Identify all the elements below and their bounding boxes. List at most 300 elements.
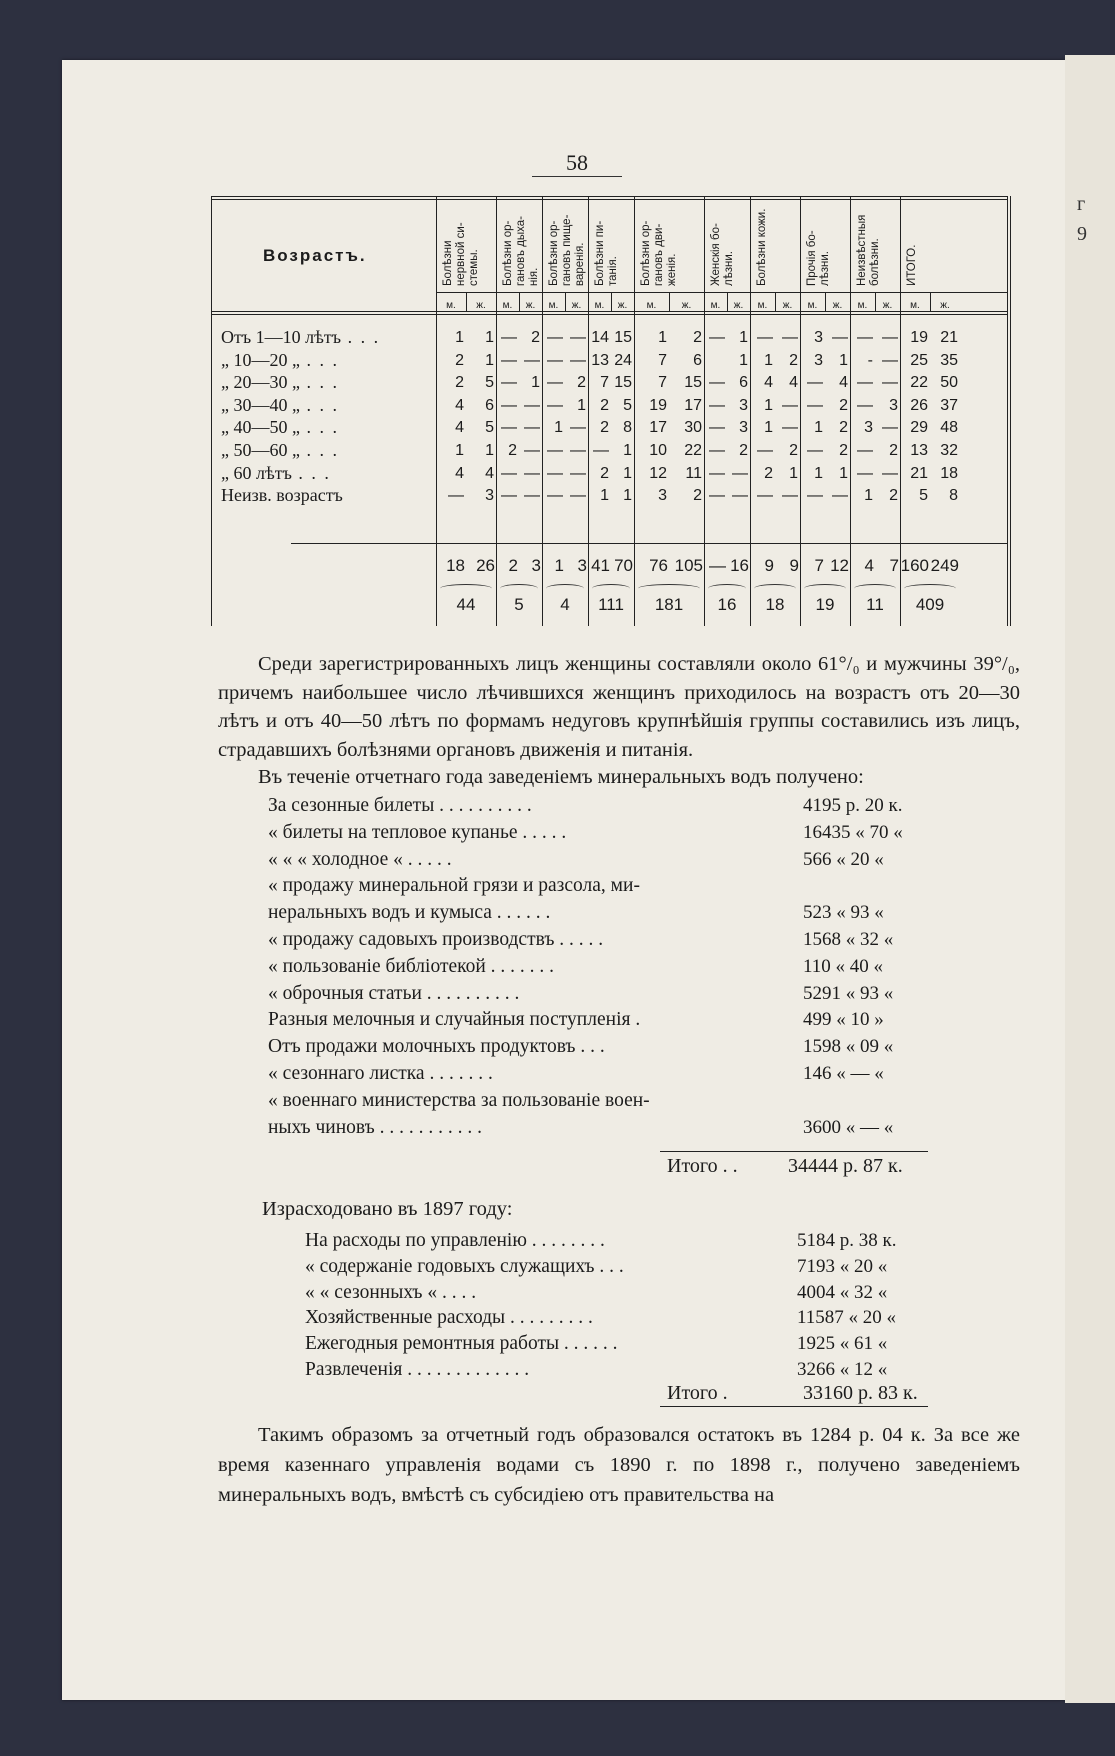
ledger-line [268,902,928,929]
ledger-label: « билеты на тепловое купанье . . . . . [268,821,567,843]
ledger-line [268,849,928,876]
table-cell: 2 [764,464,773,482]
table-cell: 3 [739,396,748,414]
ledger-line [268,956,928,983]
ledger-line [268,929,928,956]
table-cell: 22 [910,374,928,392]
table-cell: 5 [485,419,494,437]
ledger-line [305,1359,935,1385]
table-cell: — [501,487,517,505]
sex-divider [825,292,826,312]
table-cell: 13 [591,351,609,369]
group-total: 19 [815,595,835,614]
adjacent-page-edge [1065,55,1115,1703]
table-cell: 2 [839,442,848,459]
table-cell: 21 [940,329,958,346]
table-cell: — [832,329,848,346]
expense-ledger [305,1230,935,1385]
table-cell: 5 [485,374,494,392]
table-cell: 15 [614,329,632,346]
sex-divider [930,292,931,312]
ledger-label: « продажу минеральной грязи и разсола, ми- [268,875,640,897]
group-total: 111 [598,595,624,614]
table-cell: — [782,487,798,505]
total-cell: 249 [930,556,959,575]
total-cell: 7 [814,556,824,575]
ledger-amount: 4195 р. 20 к. [803,795,903,816]
table-cell: 10 [649,442,667,459]
table-cell: — [882,351,898,369]
table-cell: — [709,487,725,505]
sex-divider [669,292,670,312]
table-cell: — [709,396,725,414]
table-cell: 2 [889,487,898,505]
table-cell: — [857,396,873,414]
table-cell: 1 [764,351,773,369]
total-cell: — [709,556,726,575]
sex-label-f: ж. [832,300,843,311]
table-cell: — [757,329,773,346]
table-cell: 3 [485,487,494,505]
table-cell: — [882,419,898,437]
ledger-line [268,1063,928,1090]
table-cell: 3 [814,329,823,346]
table-cell: — [547,442,563,459]
table-cell: 1 [864,487,873,505]
table-cell: 2 [839,396,848,414]
table-cell: 1 [789,464,798,482]
table-cell: 1 [623,464,632,482]
table-cell: 1 [814,464,823,482]
group-brace [638,584,700,593]
table-cell: — [732,487,748,505]
ledger-label: Отъ продажи молочныхъ продуктовъ . . . [268,1036,605,1058]
ledger-label: Разныя мелочныя и случайныя поступленія . [268,1009,641,1031]
table-cell: — [709,419,725,437]
table-cell: — [524,419,540,437]
table-cell: 8 [949,487,958,505]
table-cell: 1 [623,442,632,459]
sex-label-m: м. [710,300,721,311]
income-total-rule [660,1151,928,1152]
sex-divider [727,292,728,312]
group-total: 409 [915,595,945,614]
column-divider [634,196,635,626]
total-cell: 9 [789,556,799,575]
ledger-line [268,1090,928,1117]
ledger-amount: 523 « 93 « [803,902,884,924]
table-cell: 15 [684,374,702,392]
sex-label-m: м. [807,300,818,311]
table-cell: — [709,442,725,459]
ledger-label: « « сезонныхъ « . . . . [305,1281,477,1303]
table-cell: 3 [814,351,823,369]
ledger-line [305,1307,935,1333]
table-cell: 4 [839,374,848,392]
sex-label-f: ж. [782,300,793,311]
table-cell: — [782,419,798,437]
sex-label-m: м. [594,300,605,311]
table-cell: 1 [554,419,563,437]
total-cell: 2 [508,556,518,575]
table-cell: 1 [455,329,464,346]
table-cell: — [857,374,873,392]
ledger-amount: 1598 « 09 « [803,1036,894,1058]
table-cell: 2 [508,442,517,459]
table-cell: 4 [485,464,494,482]
table-cell: 3 [889,396,898,414]
group-brace [546,584,584,593]
table-cell: 15 [614,374,632,392]
sex-divider [611,292,612,312]
expense-total-amount: 33160 р. 83 к. [803,1382,918,1404]
group-brace [708,584,746,593]
ledger-label: Хозяйственные расходы . . . . . . . . . [305,1307,593,1329]
table-cell: 22 [684,442,702,459]
sex-label-f: ж. [940,300,950,311]
table-cell: — [709,374,725,392]
column-header: Прочія бо- лѣзни. [806,230,831,286]
table-cell: 1 [485,329,494,346]
row-label: „ 10—20 „ . . . [221,350,406,371]
age-column-header: Возрастъ. [263,246,367,265]
closing-text: Такимъ образомъ за отчетный годъ образовался остатокъ въ 1284 р. 04 к. За все же время казеннаго управленія водами съ 1890 г. по 1898 г., получено заведеніемъ минеральныхъ водъ, вмѣстѣ съ субсидіею отъ правительства на [218,1424,1020,1506]
table-cell: 25 [910,351,928,369]
sex-label-f: ж. [882,300,893,311]
expense-total-label: Итого . [667,1382,728,1404]
table-cell: - [867,351,873,369]
table-cell: — [570,442,586,459]
table-cell: — [857,329,873,346]
table-cell: 1 [455,442,464,459]
table-cell: — [547,396,563,414]
ledger-amount: 16435 « 70 « [803,821,903,843]
column-header: Болѣзни ор- гановъ дыха- нія. [502,215,540,286]
page-number-rule [532,176,622,177]
income-intro [218,763,1020,792]
table-cell: 2 [789,351,798,369]
sex-label-f: ж. [617,300,628,311]
sex-label-m: м. [502,300,513,311]
table-cell: — [501,396,517,414]
group-total: 11 [866,595,884,614]
table-cell: — [593,442,609,459]
table-cell: — [882,329,898,346]
ledger-amount: 1925 « 61 « [797,1333,888,1355]
table-cell: 2 [455,351,464,369]
table-cell: 32 [940,442,958,459]
table-cell: 6 [693,351,702,369]
total-cell: 70 [614,556,633,575]
table-right-border-2 [1010,196,1011,626]
ledger-amount: 1568 « 32 « [803,928,894,950]
column-header: Болѣзни ор- гановъ пище- варенія. [548,214,586,286]
table-cell: 26 [910,396,928,414]
table-cell: — [547,351,563,369]
table-top-rule-2 [211,199,1007,200]
table-cell: 2 [600,419,609,437]
table-cell: — [570,351,586,369]
table-cell: — [570,487,586,505]
total-cell: 105 [674,556,703,575]
total-cell: 4 [864,556,874,575]
table-cell: 7 [600,374,609,392]
group-brace [904,584,956,593]
table-cell: 1 [623,487,632,505]
table-cell: 1 [764,396,773,414]
table-cell: 1 [764,419,773,437]
ledger-line [268,983,928,1010]
group-brace [754,584,796,593]
ledger-amount: 4004 « 32 « [797,1281,888,1303]
ledger-label: Ежегодныя ремонтныя работы . . . . . . [305,1333,618,1355]
total-cell: 3 [531,556,541,575]
group-total: 18 [765,595,785,614]
ledger-amount: 3266 « 12 « [797,1358,888,1380]
table-cell: 17 [649,419,667,437]
total-cell: 7 [889,556,899,575]
table-cell: — [857,442,873,459]
table-cell: 17 [684,396,702,414]
table-cell: — [732,464,748,482]
table-cell: 29 [910,419,928,437]
ledger-amount: 146 « — « [803,1062,884,1084]
row-label: „ 30—40 „ . . . [221,395,406,416]
sex-label-m: м. [548,300,559,311]
sex-divider [565,292,566,312]
sex-label-m: м. [910,300,920,311]
table-cell: 2 [600,396,609,414]
total-cell: 160 [900,556,929,575]
header-bottom-rule [211,311,1007,312]
total-cell: 16 [730,556,749,575]
table-cell: 3 [864,419,873,437]
ledger-amount: 5291 « 93 « [803,982,894,1004]
ledger-line [268,1036,928,1063]
total-cell: 41 [591,556,610,575]
sex-label-m: м. [646,300,657,311]
ledger-line [268,822,928,849]
sex-label-m: м. [757,300,768,311]
ledger-line [268,1009,928,1036]
table-cell: — [501,419,517,437]
table-cell: — [448,487,464,505]
table-cell: — [709,464,725,482]
income-ledger [268,795,928,1143]
table-cell: 2 [693,329,702,346]
table-cell: — [524,487,540,505]
table-cell: 4 [455,396,464,414]
sex-label-f: ж. [571,300,582,311]
ledger-line [305,1230,935,1256]
table-cell: 37 [940,396,958,414]
ledger-amount: 566 « 20 « [803,848,884,870]
group-brace [854,584,896,593]
total-cell: 26 [476,556,495,575]
group-brace [500,584,538,593]
table-cell: 1 [485,442,494,459]
table-cell: — [524,442,540,459]
table-cell: 24 [614,351,632,369]
table-cell: 11 [685,464,702,482]
sex-label-f: ж. [525,300,536,311]
total-cell: 12 [830,556,849,575]
table-top-rule [211,196,1007,197]
table-cell: 5 [919,487,928,505]
ledger-label: « « « холодное « . . . . . [268,848,452,870]
sex-label-f: ж. [681,300,692,311]
table-cell: — [807,487,823,505]
table-cell: — [709,329,725,346]
table-cell: — [524,396,540,414]
group-brace [592,584,630,593]
sex-label-m: м. [446,300,456,311]
income-intro-text: Въ теченіе отчетнаго года заведеніемъ минеральныхъ водъ получено: [258,766,864,788]
expense-intro [262,1195,1064,1224]
ledger-label: « продажу садовыхъ производствъ . . . . . [268,928,604,950]
column-header: Болѣзни ор- гановъ дви- женія. [640,220,678,286]
row-label: „ 60 лѣтъ . . . [221,463,406,484]
table-cell: 12 [649,464,667,482]
table-cell: 30 [684,419,702,437]
intro-paragraph [218,650,1020,764]
table-cell: — [570,464,586,482]
table-cell: — [857,464,873,482]
table-cell: — [782,329,798,346]
income-total-amount: 34444 р. 87 к. [788,1155,903,1177]
table-cell: 2 [693,487,702,505]
table-cell: — [524,464,540,482]
table-cell: — [757,442,773,459]
table-cell: 48 [940,419,958,437]
table-left-border [211,196,212,626]
column-header: Неизвѣстныя болѣзни. [856,214,881,286]
group-brace [440,584,492,593]
table-cell: 6 [485,396,494,414]
table-cell: 4 [764,374,773,392]
ledger-amount: 110 « 40 « [803,955,884,977]
column-header: Болѣзни нервной си- стемы. [442,222,480,286]
table-cell: 19 [649,396,667,414]
row-label: „ 20—30 „ . . . [221,372,406,393]
table-cell: 2 [531,329,540,346]
ledger-label: ныхъ чиновъ . . . . . . . . . . . [268,1116,482,1138]
sex-divider [519,292,520,312]
sex-label-f: ж. [476,300,486,311]
table-cell: 7 [658,351,667,369]
column-header: Женскія бо- лѣзни. [710,223,735,286]
table-cell: 4 [789,374,798,392]
table-cell: — [832,487,848,505]
adjacent-letter: г [1077,193,1086,215]
ledger-line [305,1256,935,1282]
table-cell: 3 [739,419,748,437]
sex-divider [875,292,876,312]
ledger-label: « содержаніе годовыхъ служащихъ . . . [305,1255,624,1277]
table-cell: 1 [814,419,823,437]
total-cell: 1 [554,556,564,575]
table-cell: 14 [591,329,609,346]
table-cell: — [807,374,823,392]
table-cell: — [757,487,773,505]
table-cell: 19 [910,329,928,346]
table-cell: 2 [739,442,748,459]
table-cell: 4 [455,464,464,482]
group-total: 181 [654,595,684,614]
table-cell: 1 [577,396,586,414]
ledger-line [268,795,928,822]
table-cell: 2 [600,464,609,482]
table-cell: 8 [623,419,632,437]
total-cell: 18 [446,556,465,575]
group-total: 44 [456,595,476,614]
ledger-label: « пользованіе библіотекой . . . . . . . [268,955,555,977]
table-cell: — [570,419,586,437]
table-cell: 2 [889,442,898,459]
ledger-label: Развлеченія . . . . . . . . . . . . . [305,1358,530,1380]
table-cell: 2 [577,374,586,392]
table-cell: 18 [940,464,958,482]
adjacent-letter: 9 [1077,223,1087,245]
table-cell: — [501,351,517,369]
ledger-label: « сезоннаго листка . . . . . . . [268,1062,493,1084]
group-total: 4 [560,595,570,614]
table-cell: — [882,464,898,482]
table-cell: — [501,374,517,392]
table-cell: 2 [839,419,848,437]
table-cell: 7 [658,374,667,392]
total-cell: 9 [764,556,774,575]
intro-text: Среди зарегистрированныхъ лицъ женщины составляли около 61°/₀ и мужчины 39°/₀, причемъ наибольшее число лѣчившихся женщинъ приходилось на возрастъ отъ 20—30 лѣтъ и отъ 40—50 лѣтъ по формамъ недуговъ крупнѣйшія группы составились изъ лицъ, страдавшихъ болѣзнями органовъ движенія и питанія. [218,653,1020,761]
column-header: ИТОГО. [906,244,918,286]
table-cell: 1 [739,351,748,369]
table-cell: 2 [789,442,798,459]
table-cell: — [501,329,517,346]
table-cell: 1 [531,374,540,392]
ledger-amount: 5184 р. 38 к. [797,1230,897,1251]
ledger-label: « военнаго министерства за пользованіе воен- [268,1089,650,1111]
ledger-amount: 499 « 10 » [803,1009,884,1031]
table-cell: — [547,464,563,482]
header-bottom-rule-2 [211,314,1007,315]
ledger-label: « оброчныя статьи . . . . . . . . . . [268,982,520,1004]
sex-label-m: м. [857,300,868,311]
ledger-line [268,875,928,902]
page-number: 58 [566,150,588,175]
table-cell: 6 [739,374,748,392]
table-cell: — [807,396,823,414]
table-cell: — [501,464,517,482]
ledger-label: неральныхъ водъ и кумыса . . . . . . [268,902,551,924]
table-cell: — [807,442,823,459]
subheader-rule [436,292,1007,293]
table-cell: 1 [600,487,609,505]
table-cell: 4 [455,419,464,437]
table-cell: 1 [485,351,494,369]
row-label: Отъ 1—10 лѣтъ . . . [221,327,406,348]
row-label: „ 50—60 „ . . . [221,440,406,461]
expense-intro-text: Израсходовано въ 1897 году: [262,1198,513,1220]
table-cell: 50 [940,374,958,392]
sex-label-f: ж. [733,300,744,311]
table-cell: — [782,396,798,414]
table-cell: 3 [658,487,667,505]
ledger-label: На расходы по управленію . . . . . . . . [305,1230,605,1251]
row-label: „ 40—50 „ . . . [221,417,406,438]
table-cell: — [570,329,586,346]
ledger-label: За сезонные билеты . . . . . . . . . . [268,795,532,816]
table-cell: 5 [623,396,632,414]
